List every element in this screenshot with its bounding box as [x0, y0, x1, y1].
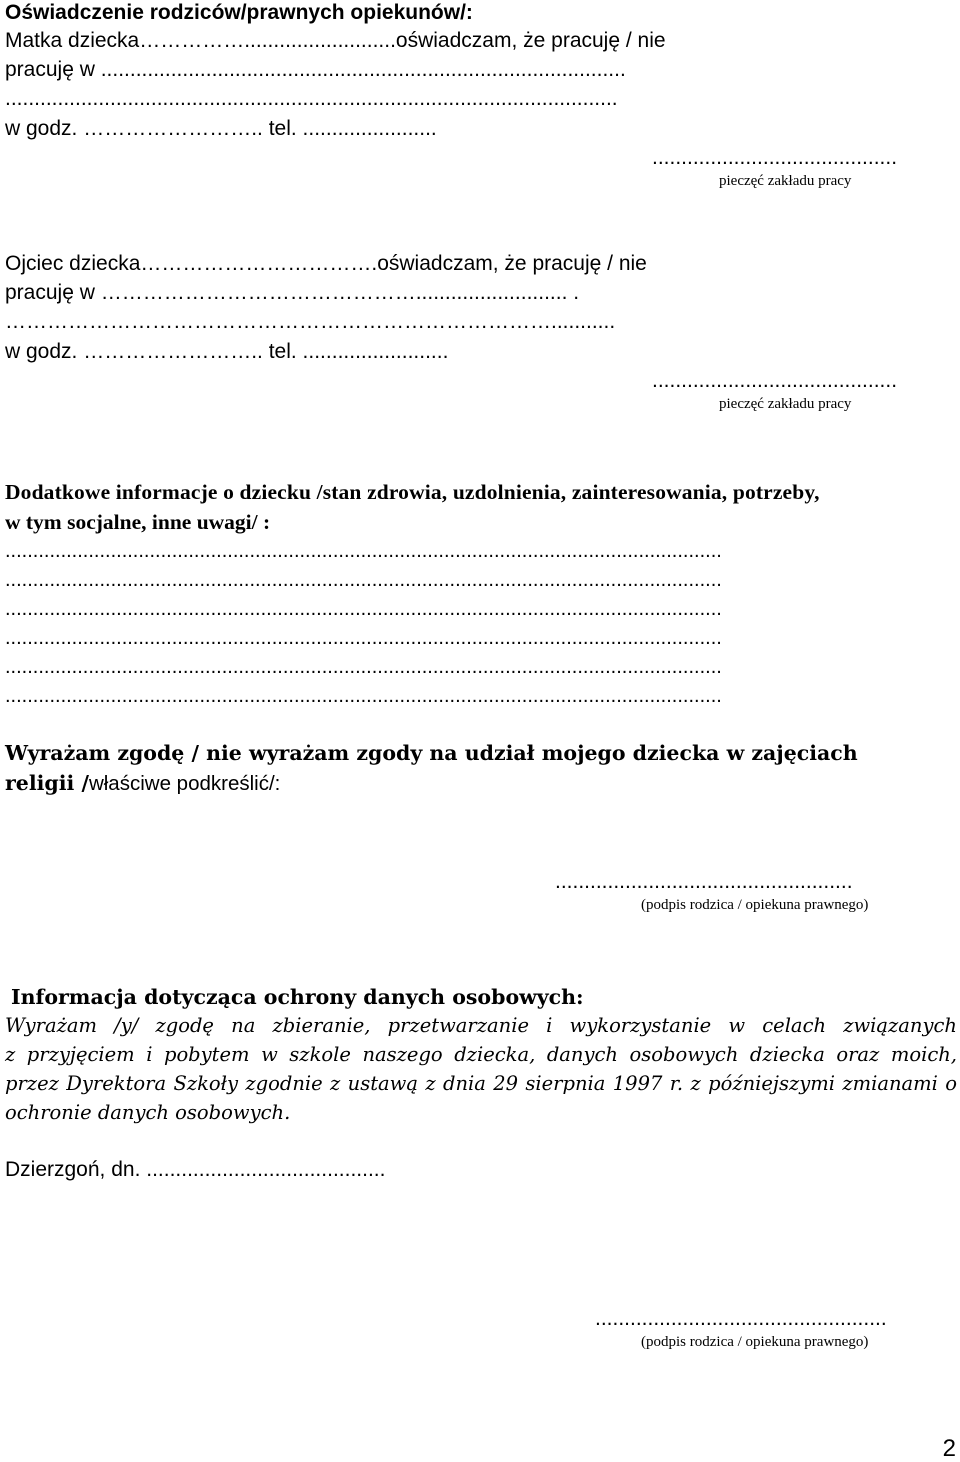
- father-stamp-label: pieczęć zakładu pracy: [719, 396, 852, 412]
- religion-consent-text: Wyrażam zgodę / nie wyrażam zgody na udział mojego dziecka w zajęciach: [5, 741, 858, 765]
- final-signature-dots: ..................................................: [595, 1307, 887, 1330]
- privacy-text-line: ochronie danych osobowych.: [5, 1101, 291, 1124]
- signature-dots: ...................................................: [555, 870, 853, 893]
- dotted-line: .................................................................................................................................: [5, 627, 722, 649]
- mother-stamp-label: pieczęć zakładu pracy: [719, 173, 852, 189]
- religion-consent-text-2: [5, 770, 280, 797]
- father-line-1: Ojciec dziecka…………………………….oświadczam, że pracuję / nie: [5, 252, 647, 275]
- mother-stamp-dots: ..........................................: [652, 146, 898, 169]
- final-signature-label: (podpis rodzica / opiekuna prawnego): [641, 1334, 869, 1350]
- father-line-3: ……………………………………………………………………...........: [5, 310, 616, 333]
- page-number: 2: [942, 1435, 956, 1462]
- mother-line-2: pracuję w ..........................................................................................: [5, 58, 626, 81]
- dotted-line: .................................................................................................................................: [5, 569, 722, 591]
- privacy-text-line: przez Dyrektora Szkoły zgodnie z ustawą z dnia 29 sierpnia 1997 r. z późniejszymi zmianami o: [5, 1072, 957, 1095]
- dotted-line: .................................................................................................................................: [5, 540, 722, 562]
- place-date-field: Dzierzgoń, dn. .........................................: [5, 1158, 386, 1181]
- mother-line-1: Matka dziecka……………..........................oświadczam, że pracuję / nie: [5, 29, 666, 52]
- religion-instruction: właściwe podkreślić/:: [88, 772, 281, 795]
- privacy-heading: Informacja dotycząca ochrony danych osobowych:: [11, 985, 584, 1009]
- mother-line-3: .........................................................................................................: [5, 87, 618, 110]
- privacy-text-line: z przyjęciem i pobytem w szkole naszego dziecka, danych osobowych dziecka oraz moich,: [5, 1043, 957, 1066]
- mother-hours-phone: w godz. …………………….. tel. .......................: [5, 117, 437, 140]
- dotted-line: .................................................................................................................................: [5, 685, 722, 707]
- dotted-line: .................................................................................................................................: [5, 598, 722, 620]
- father-stamp-dots: ..........................................: [652, 369, 898, 392]
- father-line-2: pracuję w ……………………………………….......................... .: [5, 281, 580, 304]
- page-title: Oświadczenie rodziców/prawnych opiekunów/:: [5, 1, 473, 24]
- additional-info-heading-2: w tym socjalne, inne uwagi/ :: [5, 510, 271, 534]
- privacy-text-line: Wyrażam /y/ zgodę na zbieranie, przetwarzanie i wykorzystanie w celach związanych: [5, 1014, 957, 1037]
- father-hours-phone: w godz. …………………….. tel. .........................: [5, 340, 449, 363]
- additional-info-heading: Dodatkowe informacje o dziecku /stan zdrowia, uzdolnienia, zainteresowania, potrzeby,: [5, 480, 820, 504]
- dotted-line: .................................................................................................................................: [5, 656, 722, 678]
- religion-label: religii /: [5, 771, 89, 795]
- signature-label: (podpis rodzica / opiekuna prawnego): [641, 897, 869, 913]
